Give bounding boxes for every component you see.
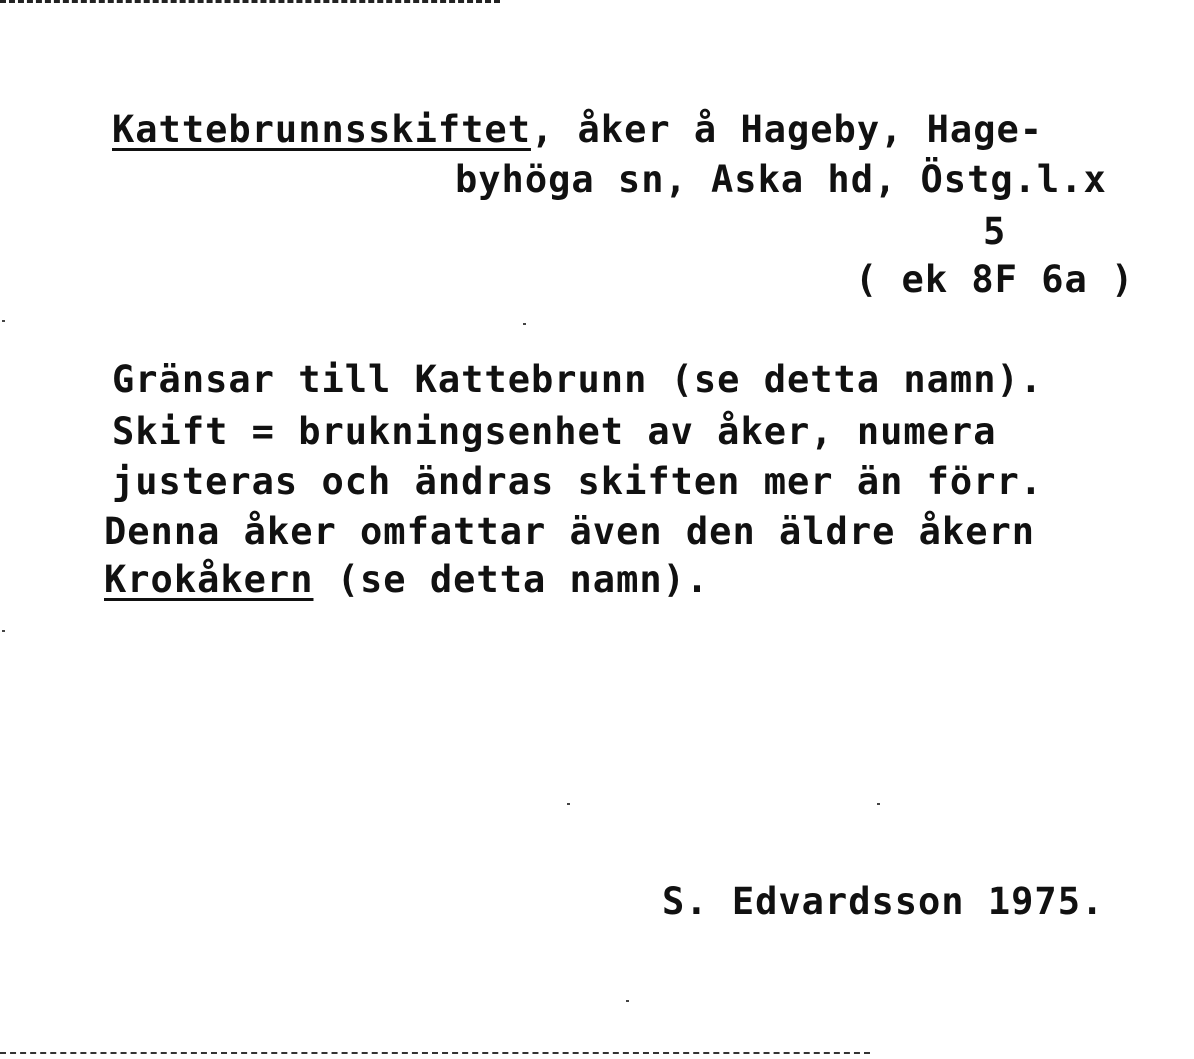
body-line-3: justeras och ändras skiften mer än förr. [112, 460, 1044, 503]
entry-name: Kattebrunnsskiftet [112, 108, 531, 151]
body-line-5 [104, 558, 709, 602]
header-line-1 [112, 108, 1043, 152]
card-top-edge [0, 0, 500, 3]
paper-speck [523, 323, 526, 325]
paper-speck [2, 320, 5, 322]
body-line-2: Skift = brukningsenhet av åker, numera [112, 410, 997, 453]
map-reference: ( ek 8F 6a ) [855, 258, 1135, 301]
paper-speck [877, 803, 880, 805]
header-line-3: 5 [983, 210, 1007, 253]
header-line-2: byhöga sn, Aska hd, Östg.l.x [455, 158, 1107, 201]
paper-speck [626, 1000, 629, 1002]
entry-location: , åker å Hageby, Hage- [530, 108, 1044, 151]
cross-reference-name: Krokåkern [104, 558, 314, 601]
card-bottom-edge [0, 1052, 870, 1054]
paper-speck [567, 803, 570, 805]
signature: S. Edvardsson 1975. [662, 880, 1105, 923]
cross-reference-note: (se detta namn). [313, 558, 710, 601]
body-line-1: Gränsar till Kattebrunn (se detta namn). [112, 358, 1044, 401]
paper-speck [2, 630, 5, 632]
body-line-4: Denna åker omfattar även den äldre åkern [104, 510, 1036, 553]
